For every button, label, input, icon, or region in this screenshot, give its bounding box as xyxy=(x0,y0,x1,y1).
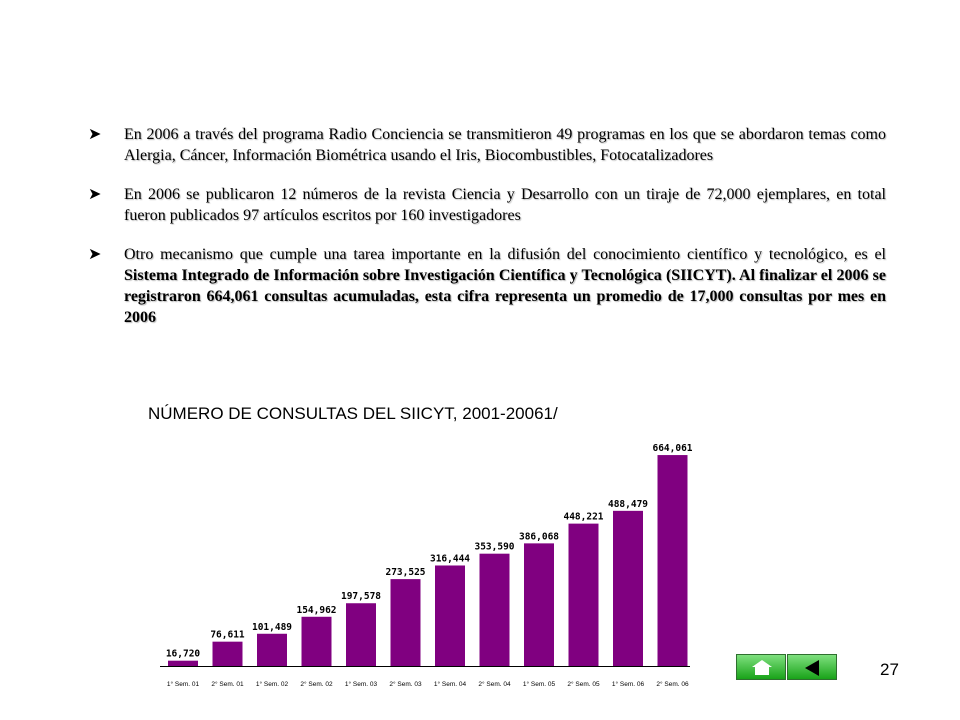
bar-10 xyxy=(569,524,599,666)
arrow-bullet-icon: ➤ xyxy=(88,126,102,143)
bar-group xyxy=(166,443,693,688)
bullet-text: En 2006 se publicaron 12 números de la revista Ciencia y Desarrollo con un tiraje de 72,000 ejemplares, en total fueron publicados 97 artículos escritos por 160 investigadores xyxy=(124,186,886,224)
bullet-text xyxy=(124,244,886,328)
data-label: 353,590 xyxy=(474,541,515,553)
category-label: 2° Sem. 06 xyxy=(656,681,689,688)
back-arrow-icon xyxy=(788,655,838,681)
category-label: 2° Sem. 04 xyxy=(478,681,511,688)
bar-12 xyxy=(658,455,688,666)
bar-2 xyxy=(213,642,243,666)
bar-7 xyxy=(435,565,465,666)
home-icon xyxy=(737,655,787,681)
data-label: 197,578 xyxy=(340,591,382,603)
bullet-text: En 2006 a través del programa Radio Conciencia se transmitieron 49 programas en los que se abordaron temas como Alergia, Cáncer, Información Biométrica usando el Iris, Biocombustibles, Fotocatalizadores xyxy=(124,126,886,164)
bullet-item xyxy=(88,244,886,328)
bar-6 xyxy=(391,579,421,666)
bullet-item xyxy=(88,124,886,166)
data-label: 664,061 xyxy=(652,443,693,455)
bar-5 xyxy=(346,603,376,666)
data-label: 16,720 xyxy=(165,648,201,660)
data-label: 101,489 xyxy=(251,621,293,633)
arrow-bullet-icon: ➤ xyxy=(88,186,102,203)
data-label: 273,525 xyxy=(385,567,426,579)
bar-9 xyxy=(524,543,554,666)
bullet-list xyxy=(88,124,886,346)
arrow-bullet-icon: ➤ xyxy=(88,246,102,263)
home-button[interactable] xyxy=(736,654,786,680)
bar-4 xyxy=(302,617,332,666)
bullet-text-plain: Otro mecanismo que cumple una tarea importante en la difusión del conocimiento científico y tecnológico, es el xyxy=(124,246,886,263)
category-label: 2° Sem. 05 xyxy=(567,681,600,688)
category-label: 2° Sem. 01 xyxy=(211,681,244,688)
bar-1 xyxy=(168,661,198,666)
category-label: 1° Sem. 03 xyxy=(344,681,378,688)
bar-chart xyxy=(150,440,696,690)
data-label: 386,068 xyxy=(518,531,560,543)
data-label: 316,444 xyxy=(429,553,471,565)
page-number: 27 xyxy=(880,660,899,679)
back-button[interactable] xyxy=(787,654,837,680)
category-label: 1° Sem. 01 xyxy=(166,681,200,688)
bullet-item xyxy=(88,184,886,226)
category-label: 1° Sem. 02 xyxy=(255,681,289,688)
data-label: 154,962 xyxy=(296,604,337,616)
data-label: 488,479 xyxy=(607,498,649,510)
bullet-text-bold: Sistema Integrado de Información sobre Investigación Científica y Tecnológica (SIICYT). Al finalizar el 2006 se registraron 664,061 consultas acumuladas, esta cifra representa un promedio de 17,000 consultas por mes en 2006 xyxy=(124,267,886,326)
chart-title: NÚMERO DE CONSULTAS DEL SIICYT, 2001-20061/ xyxy=(148,404,558,423)
data-label: 76,611 xyxy=(210,629,245,641)
bar-8 xyxy=(480,554,510,666)
bar-3 xyxy=(257,634,287,666)
category-label: 2° Sem. 03 xyxy=(389,681,422,688)
category-label: 2° Sem. 02 xyxy=(300,681,333,688)
data-label: 448,221 xyxy=(563,511,604,523)
category-label: 1° Sem. 04 xyxy=(433,681,467,688)
category-label: 1° Sem. 05 xyxy=(522,681,556,688)
category-label: 1° Sem. 06 xyxy=(611,681,645,688)
bar-11 xyxy=(613,511,643,666)
